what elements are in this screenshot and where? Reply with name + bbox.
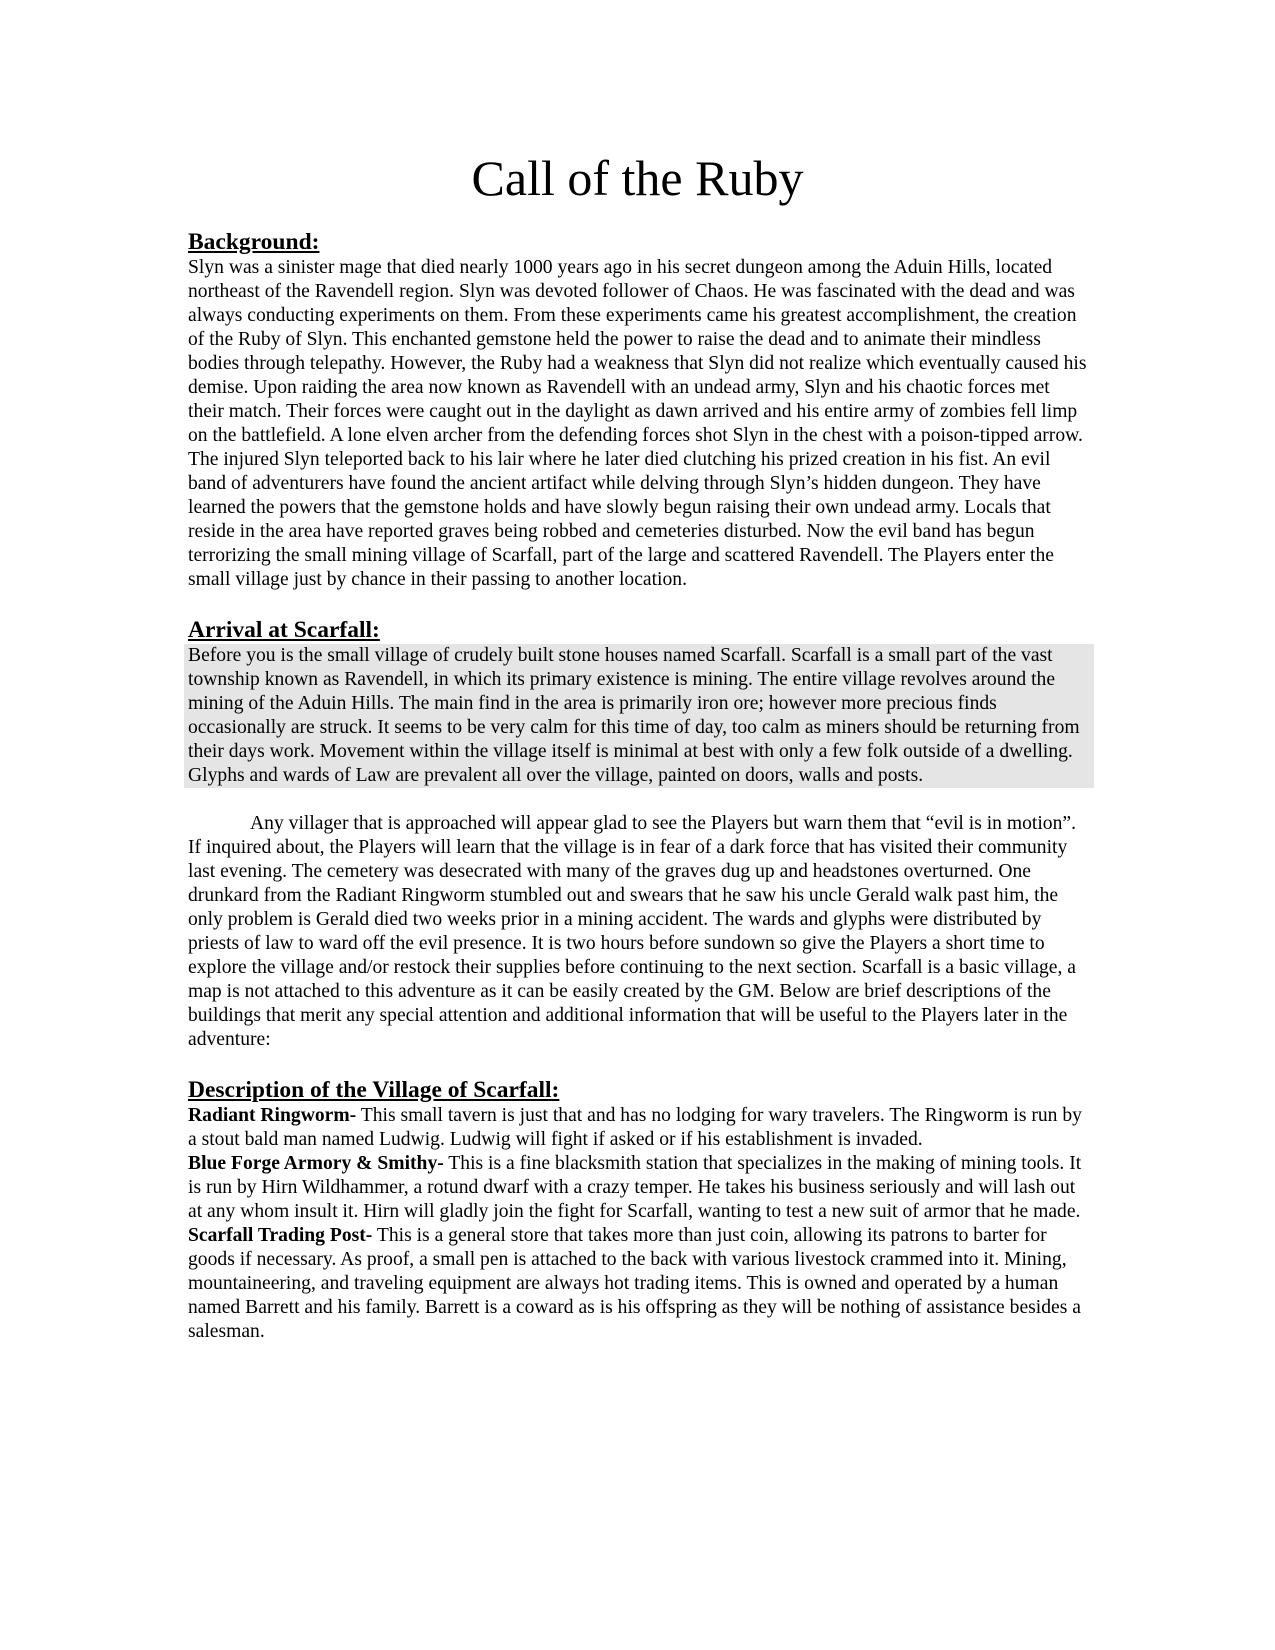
section-spacer [188,788,1088,812]
entry-name: Scarfall Trading Post- [188,1225,373,1246]
entry-description: This is a general store that takes more than just coin, allowing its patrons to barter for goods if necessary. As proof, a small pen is attached to the back with various livestock crammed into it. Mining, mountaineering, and traveling equipment are always hot trading items. This is owned and operated by a human named Barrett and his family. Barrett is a coward as is his offspring as they will be nothing of assistance besides a salesman. [188,1225,1081,1342]
entry-description: This is a fine blacksmith station that specializes in the making of mining tools. It is run by Hirn Wildhammer, a rotund dwarf with a crazy temper. He takes his business seriously and will lash out at any whom insult it. Hirn will gladly join the fight for Scarfall, wanting to test a new suit of armor that he made. [188,1153,1082,1222]
section-spacer [188,592,1088,616]
entry-description: This small tavern is just that and has no lodging for wary travelers. The Ringworm is run by a stout bald man named Ludwig. Ludwig will fight if asked or if his establishment is invaded. [188,1105,1082,1150]
arrival-read-aloud-box: Before you is the small village of crudely built stone houses named Scarfall. Scarfall is a small part of the vast township known as Ravendell, in which its primary existence is mining. The entire village revolves around the mining of the Aduin Hills. The main find in the area is primarily iron ore; however more precious finds occasionally are struck. It seems to be very calm for this time of day, too calm as miners should be returning from their days work. Movement within the village itself is minimal at best with only a few folk outside of a dwelling. Glyphs and wards of Law are prevalent all over the village, painted on doors, walls and posts. [184,644,1094,788]
entry-name: Blue Forge Armory & Smithy- [188,1153,444,1174]
village-entry-trading-post [188,1224,1088,1344]
document-title: Call of the Ruby [471,150,804,206]
section-spacer [188,1052,1088,1076]
document-body [188,228,1088,1344]
arrival-heading: Arrival at Scarfall: [188,617,380,643]
village-entry-radiant-ringworm [188,1104,1088,1152]
village-heading: Description of the Village of Scarfall: [188,1077,560,1103]
arrival-paragraph: Any villager that is approached will appear glad to see the Players but warn them that “evil is in motion”. If inquired about, the Players will learn that the village is in fear of a dark force that has visited their community last evening. The cemetery was desecrated with many of the graves dug up and headstones overturned. One drunkard from the Radiant Ringworm stumbled out and swears that he saw his uncle Gerald walk past him, the only problem is Gerald died two weeks prior in a mining accident. The wards and glyphs were distributed by priests of law to ward off the evil presence. It is two hours before sundown so give the Players a short time to explore the village and/or restock their supplies before continuing to the next section. Scarfall is a basic village, a map is not attached to this adventure as it can be easily created by the GM. Below are brief descriptions of the buildings that merit any special attention and additional information that will be useful to the Players later in the adventure: [188,813,1076,1050]
village-entry-blue-forge [188,1152,1088,1224]
background-paragraph: Slyn was a sinister mage that died nearly 1000 years ago in his secret dungeon among the Aduin Hills, located northeast of the Ravendell region. Slyn was devoted follower of Chaos. He was fascinated with the dead and was always conducting experiments on them. From these experiments came his greatest accomplishment, the creation of the Ruby of Slyn. This enchanted gemstone held the power to raise the dead and to animate their mindless bodies through telepathy. However, the Ruby had a weakness that Slyn did not realize which eventually caused his demise. Upon raiding the area now known as Ravendell with an undead army, Slyn and his chaotic forces met their match. Their forces were caught out in the daylight as dawn arrived and his entire army of zombies fell limp on the battlefield. A lone elven archer from the defending forces shot Slyn in the chest with a poison-tipped arrow. The injured Slyn teleported back to his lair where he later died clutching his prized creation in his fist. An evil band of adventurers have found the ancient artifact while delving through Slyn’s hidden dungeon. They have learned the powers that the gemstone holds and have slowly begun raising their own undead army. Locals that reside in the area have reported graves being robbed and cemeteries disturbed. Now the evil band has begun terrorizing the small mining village of Scarfall, part of the large and scattered Ravendell. The Players enter the small village just by chance in their passing to another location. [188,257,1087,590]
background-heading: Background: [188,229,320,255]
entry-name: Radiant Ringworm- [188,1105,357,1126]
